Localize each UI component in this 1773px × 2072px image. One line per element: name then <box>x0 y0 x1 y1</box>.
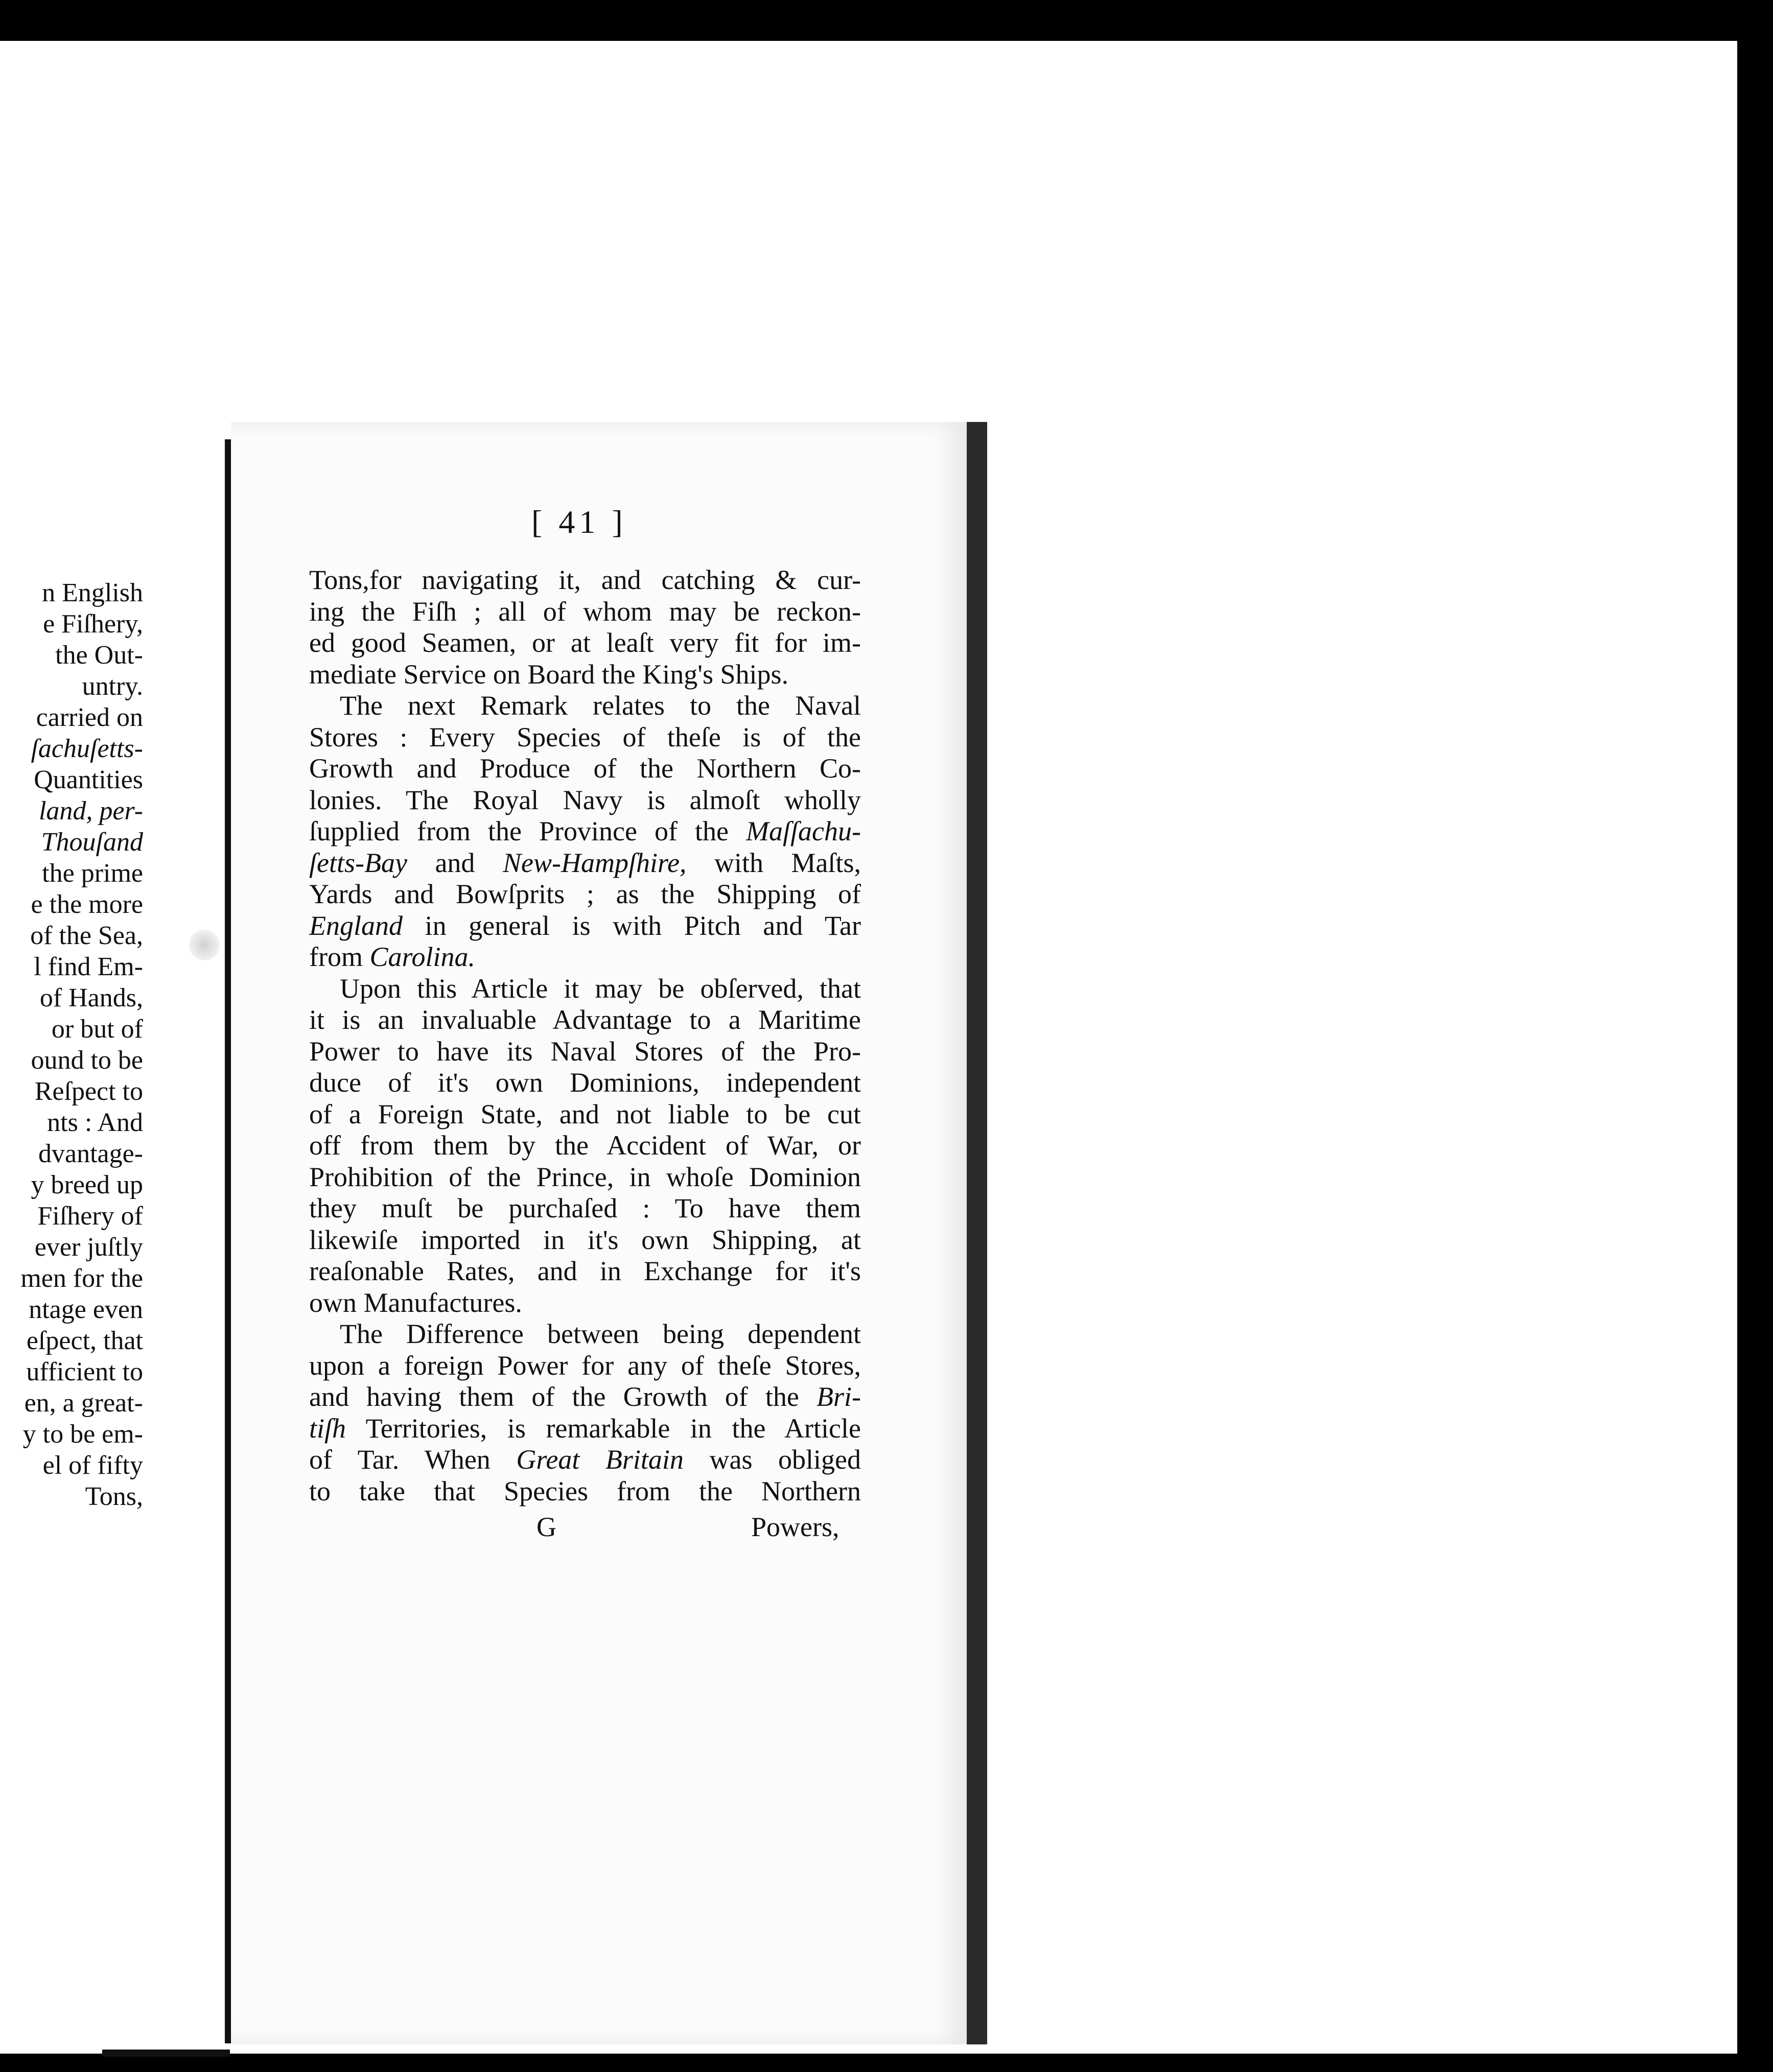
text-line: reaſonable Rates, and in Exchange for it's <box>309 1256 861 1286</box>
text-line: Quantities <box>34 765 143 794</box>
page-number: [ 41 ] <box>531 504 627 540</box>
text-segment: Carolina. <box>369 941 476 972</box>
text-line: it is an invaluable Advantage to a Maritime <box>309 1004 861 1035</box>
text-line: ed good Seamen, or at leaſt very fit for im- <box>309 627 861 658</box>
right-page-text <box>309 564 861 1507</box>
text-line: The Difference between being dependent <box>340 1318 861 1349</box>
text-line: lonies. The Royal Navy is almoſt wholly <box>309 784 861 815</box>
text-line: Reſpect to <box>34 1077 143 1106</box>
text-line: own Manufactures. <box>309 1287 522 1318</box>
left-page <box>0 439 231 2043</box>
text-segment: Bri- <box>816 1381 861 1412</box>
scan-smudge <box>189 930 220 960</box>
text-line: ing the Fiſh ; all of whom may be reckon- <box>309 596 861 627</box>
text-line: y breed up <box>31 1170 143 1199</box>
text-line: ufficient to <box>26 1357 143 1386</box>
text-line: Fiſhery of <box>37 1202 143 1231</box>
text-line: The next Remark relates to the Naval <box>340 690 861 721</box>
text-line <box>309 910 861 942</box>
text-line: Thouſand <box>41 828 143 857</box>
text-line: ntage even <box>29 1295 143 1324</box>
text-line: Upon this Article it may be obſerved, that <box>340 973 861 1004</box>
text-line: y to be em- <box>22 1420 143 1449</box>
text-line: e the more <box>31 890 143 919</box>
signature-mark: G <box>536 1512 556 1542</box>
text-segment: ſetts-Bay <box>309 847 407 878</box>
text-line: land, per- <box>38 796 143 826</box>
text-line: Stores : Every Species of theſe is of the <box>309 721 861 752</box>
catchword: Powers, <box>751 1512 839 1542</box>
text-line: eſpect, that <box>26 1326 143 1355</box>
text-segment: of Tar. When <box>309 1444 517 1475</box>
text-segment: with Maſts, <box>686 847 861 878</box>
text-line: n English <box>42 578 143 607</box>
text-line: off from them by the Accident of War, or <box>309 1130 861 1161</box>
text-segment: England <box>309 910 403 941</box>
text-line: Tons,for navigating it, and catching & cur- <box>309 564 861 595</box>
text-line: men for the <box>20 1264 143 1293</box>
text-line: of a Foreign State, and not liable to be cut <box>309 1098 861 1129</box>
text-line: of the Sea, <box>30 921 143 950</box>
text-segment: and <box>407 847 503 878</box>
text-segment: Maſſachu- <box>746 816 861 846</box>
text-segment: was obliged <box>683 1444 861 1475</box>
text-line <box>309 816 861 847</box>
text-line: the prime <box>42 859 143 888</box>
text-segment: in general is with Pitch and Tar <box>403 910 861 941</box>
text-line <box>309 941 861 973</box>
text-segment: and having them of the Growth of the <box>309 1381 816 1412</box>
text-segment: Great Britain <box>516 1444 684 1475</box>
text-line <box>309 847 861 879</box>
text-segment: Territories, is remarkable in the Article <box>346 1412 861 1444</box>
text-line: ound to be <box>31 1046 143 1075</box>
text-line: Growth and Produce of the Northern Co- <box>309 753 861 784</box>
text-segment: ſupplied from the Province of the <box>309 816 746 846</box>
text-line: they muſt be purchaſed : To have them <box>309 1193 861 1223</box>
text-segment: New-Hampſhire, <box>502 847 687 878</box>
text-line: Yards and Bowſprits ; as the Shipping of <box>309 879 861 909</box>
text-line: el of fifty <box>42 1451 143 1480</box>
text-line: l find Em- <box>34 952 143 981</box>
text-line: dvantage- <box>38 1139 143 1168</box>
text-line: ever juſtly <box>34 1233 143 1262</box>
text-line: untry. <box>82 672 143 701</box>
text-line: e Fiſhery, <box>43 609 143 639</box>
text-line <box>309 1413 861 1445</box>
text-line: mediate Service on Board the King's Ships. <box>309 658 789 690</box>
text-line: likewiſe imported in it's own Shipping, at <box>309 1224 861 1255</box>
text-line: carried on <box>36 703 143 732</box>
text-line: duce of it's own Dominions, independent <box>309 1067 861 1098</box>
page-edge-rule <box>102 2050 230 2057</box>
text-segment: tiſh <box>309 1412 346 1444</box>
text-line: nts : And <box>47 1108 143 1137</box>
text-segment: from <box>309 941 370 972</box>
text-line: to take that Species from the Northern <box>309 1475 861 1506</box>
text-line <box>309 1444 861 1476</box>
text-line: upon a foreign Power for any of theſe Stores, <box>309 1350 861 1381</box>
text-line <box>309 1381 861 1413</box>
text-line: the Out- <box>55 641 143 670</box>
text-line: of Hands, <box>39 983 143 1013</box>
text-line: Prohibition of the Prince, in whoſe Dominion <box>309 1161 861 1192</box>
text-line: Power to have its Naval Stores of the Pro- <box>309 1035 861 1067</box>
left-page-text <box>0 577 143 1512</box>
text-line: Tons, <box>85 1482 143 1511</box>
text-line: ſachuſetts- <box>31 734 143 763</box>
text-line: or but of <box>51 1015 143 1044</box>
text-line: en, a great- <box>24 1388 143 1418</box>
